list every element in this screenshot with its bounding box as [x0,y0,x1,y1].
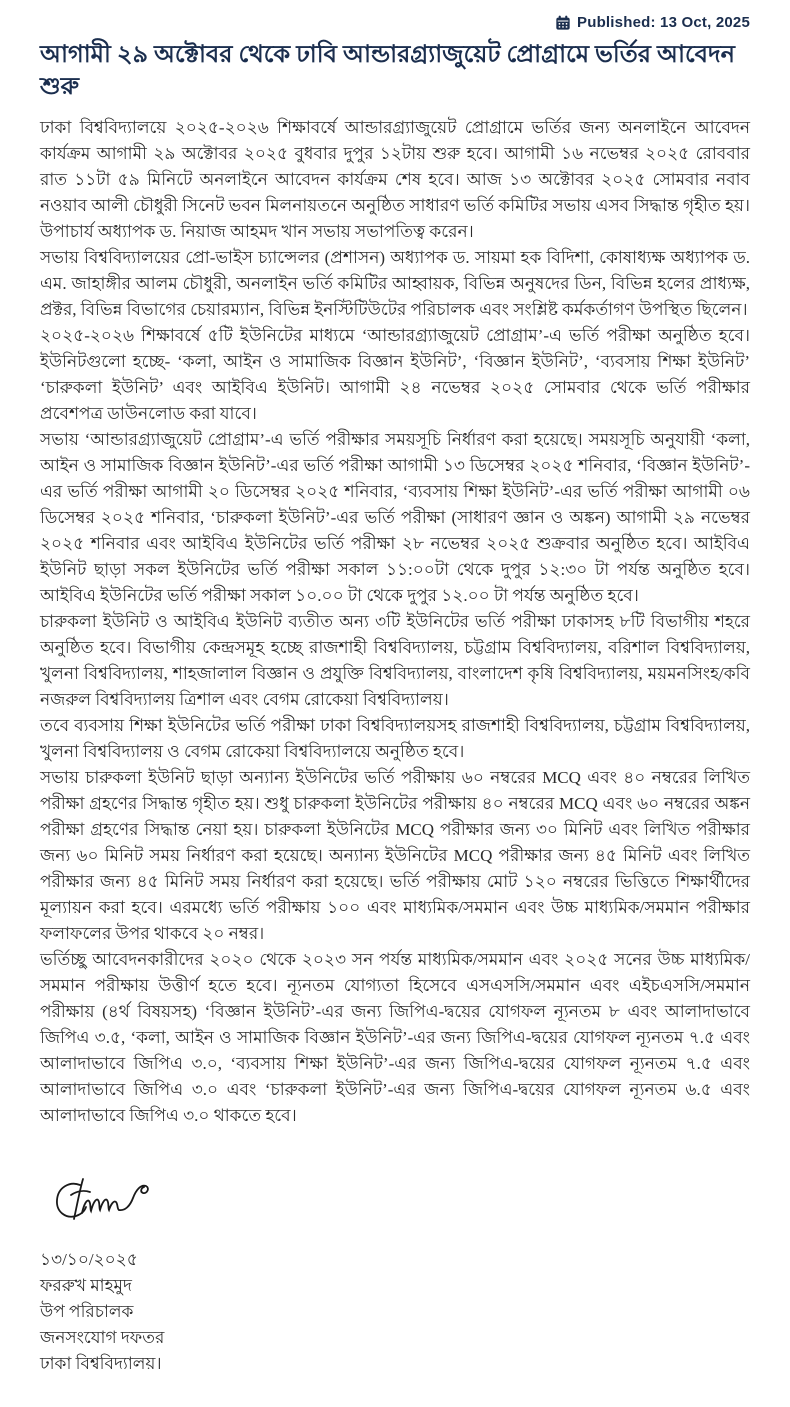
published-row [40,10,750,31]
footer-date: ১৩/১০/২০২৫ [40,1250,138,1269]
article-paragraph: সভায় বিশ্ববিদ্যালয়ের প্রো-ভাইস চ্যান্সেলর (প্রশাসন) অধ্যাপক ড. সায়মা হক বিদিশা, কোষাধ্যক্ষ অধ্যাপক ড. এম. জাহাঙ্গীর আলম চৌধুরী, অনলাইন ভর্তি কমিটির আহ্বায়ক, বিভিন্ন অনুষদের ডিন, বিভিন্ন হলের প্রাধ্যক্ষ, প্রক্টর, বিভিন্ন বিভাগের চেয়ারম্যান, বিভিন্ন ইনস্টিটিউটের পরিচালক এবং সংশ্লিষ্ট কর্মকর্তাগণ উপস্থিত ছিলেন। [40,248,750,319]
article-paragraph: ভর্তিচ্ছু আবেদনকারীদের ২০২০ থেকে ২০২৩ সন পর্যন্ত মাধ্যমিক/সমমান এবং ২০২৫ সনের উচ্চ মাধ্যমিক/সমমান পরীক্ষায় উত্তীর্ণ হতে হবে। ন্যূনতম যোগ্যতা হিসেবে এসএসসি/সমমান এবং এইচএসসি/সমমান পরীক্ষায় (৪র্থ বিষয়সহ) ‘বিজ্ঞান ইউনিট’-এর জন্য জিপিএ-দ্বয়ের যোগফল ন্যূনতম ৮ এবং আলাদাভাবে জিপিএ ৩.৫, ‘কলা, আইন ও সামাজিক বিজ্ঞান ইউনিট’-এর জন্য জিপিএ-দ্বয়ের যোগফল ন্যূনতম ৭.৫ এবং আলাদাভাবে জিপিএ ৩.০, ‘ব্যবসায় শিক্ষা ইউনিট’-এর জন্য জিপিএ-দ্বয়ের যোগফল ন্যূনতম ৭.৫ এবং আলাদাভাবে জিপিএ ৩.০ এবং ‘চারুকলা ইউনিট’-এর জন্য জিপিএ-দ্বয়ের যোগফল ন্যূনতম ৬.৫ এবং আলাদাভাবে জিপিএ ৩.০ থাকতে হবে। [40,950,750,1125]
calendar-icon [555,15,571,31]
article-paragraph: তবে ব্যবসায় শিক্ষা ইউনিটের ভর্তি পরীক্ষা ঢাকা বিশ্ববিদ্যালয়সহ রাজশাহী বিশ্ববিদ্যালয়, চট্টগ্রাম বিশ্ববিদ্যালয়, খুলনা বিশ্ববিদ্যালয় ও বেগম রোকেয়া বিশ্ববিদ্যালয়ে অনুষ্ঠিত হবে। [40,716,750,761]
signer-name: ফররুখ মাহমুদ [40,1276,132,1295]
signature-image [46,1167,750,1231]
signer-organization: ঢাকা বিশ্ববিদ্যালয়। [40,1354,162,1373]
signer-designation: উপ পরিচালক [40,1302,134,1321]
article-body [40,115,750,1129]
published-date: Published: 13 Oct, 2025 [577,14,750,31]
article-paragraph: ২০২৫-২০২৬ শিক্ষাবর্ষে ৫টি ইউনিটের মাধ্যমে ‘আন্ডারগ্র্যাজুয়েট প্রোগ্রাম’-এ ভর্তি পরীক্ষা অনুষ্ঠিত হবে। ইউনিটগুলো হচ্ছে- ‘কলা, আইন ও সামাজিক বিজ্ঞান ইউনিট’, ‘বিজ্ঞান ইউনিট’, ‘ব্যবসায় শিক্ষা ইউনিট’ ‘চারুকলা ইউনিট’ এবং আইবিএ ইউনিট। আগামী ২৪ নভেম্বর ২০২৫ সোমবার থেকে ভর্তি পরীক্ষার প্রবেশপত্র ডাউনলোড করা যাবে। [40,326,750,423]
page-title: আগামী ২৯ অক্টোবর থেকে ঢাবি আন্ডারগ্র্যাজুয়েট প্রোগ্রামে ভর্তির আবেদন শুরু [40,42,735,100]
article-paragraph: ঢাকা বিশ্ববিদ্যালয়ে ২০২৫-২০২৬ শিক্ষাবর্ষে আন্ডারগ্র্যাজুয়েট প্রোগ্রামে ভর্তির জন্য অনলাইনে আবেদন কার্যক্রম আগামী ২৯ অক্টোবর ২০২৫ বুধবার দুপুর ১২টায় শুরু হবে। আগামী ১৬ নভেম্বর ২০২৫ রোববার রাত ১১টা ৫৯ মিনিটে অনলাইনে আবেদন কার্যক্রম শেষ হবে। আজ ১৩ অক্টোবর ২০২৫ সোমবার নবাব নওয়াব আলী চৌধুরী সিনেট ভবন মিলনায়তনে অনুষ্ঠিত সাধারণ ভর্তি কমিটির সভায় এসব সিদ্ধান্ত গৃহীত হয়। উপাচার্য অধ্যাপক ড. নিয়াজ আহমদ খান সভায় সভাপতিত্ব করেন। [40,118,750,241]
article-paragraph: সভায় চারুকলা ইউনিট ছাড়া অন্যান্য ইউনিটের ভর্তি পরীক্ষায় ৬০ নম্বরের MCQ এবং ৪০ নম্বরের লিখিত পরীক্ষা গ্রহণের সিদ্ধান্ত গৃহীত হয়। শুধু চারুকলা ইউনিটের পরীক্ষায় ৪০ নম্বরের MCQ এবং ৬০ নম্বরের অঙ্কন পরীক্ষা গ্রহণের সিদ্ধান্ত নেয়া হয়। চারুকলা ইউনিটের MCQ পরীক্ষার জন্য ৩০ মিনিট এবং লিখিত পরীক্ষার জন্য ৬০ মিনিট সময় নির্ধারণ করা হয়েছে। অন্যান্য ইউনিটের MCQ পরীক্ষার জন্য ৪৫ মিনিট এবং লিখিত পরীক্ষার জন্য ৪৫ মিনিট সময় নির্ধারণ করা হয়েছে। ভর্তি পরীক্ষায় মোট ১২০ নম্বরের ভিত্তিতে শিক্ষার্থীদের মূল্যায়ন করা হবে। এরমধ্যে ভর্তি পরীক্ষায় ১০০ এবং মাধ্যমিক/সমমান এবং উচ্চ মাধ্যমিক/সমমান পরীক্ষার ফলাফলের উপর থাকবে ২০ নম্বর। [40,768,751,943]
article-paragraph: চারুকলা ইউনিট ও আইবিএ ইউনিট ব্যতীত অন্য ৩টি ইউনিটের ভর্তি পরীক্ষা ঢাকাসহ ৮টি বিভাগীয় শহরে অনুষ্ঠিত হবে। বিভাগীয় কেন্দ্রসমূহ হচ্ছে রাজশাহী বিশ্ববিদ্যালয়, চট্টগ্রাম বিশ্ববিদ্যালয়, বরিশাল বিশ্ববিদ্যালয়, খুলনা বিশ্ববিদ্যালয়, শাহজালাল বিজ্ঞান ও প্রযুক্তি বিশ্ববিদ্যালয়, বাংলাদেশ কৃষি বিশ্ববিদ্যালয়, ময়মনসিংহ/কবি নজরুল বিশ্ববিদ্যালয় ত্রিশাল এবং বেগম রোকেয়া বিশ্ববিদ্যালয়। [40,612,750,709]
article-paragraph: সভায় ‘আন্ডারগ্র্যাজুয়েট প্রোগ্রাম’-এ ভর্তি পরীক্ষার সময়সূচি নির্ধারণ করা হয়েছে। সময়সূচি অনুযায়ী ‘কলা, আইন ও সামাজিক বিজ্ঞান ইউনিট’-এর ভর্তি পরীক্ষা আগামী ১৩ ডিসেম্বর ২০২৫ শনিবার, ‘বিজ্ঞান ইউনিট’-এর ভর্তি পরীক্ষা আগামী ২০ ডিসেম্বর ২০২৫ শনিবার, ‘ব্যবসায় শিক্ষা ইউনিট’-এর ভর্তি পরীক্ষা আগামী ০৬ ডিসেম্বর ২০২৫ শনিবার, ‘চারুকলা ইউনিট’-এর ভর্তি পরীক্ষা (সাধারণ জ্ঞান ও অঙ্কন) আগামী ২৯ নভেম্বর ২০২৫ শনিবার এবং আইবিএ ইউনিটের ভর্তি পরীক্ষা ২৮ নভেম্বর ২০২৫ শুক্রবার অনুষ্ঠিত হবে। আইবিএ ইউনিট ছাড়া সকল ইউনিটের ভর্তি পরীক্ষা সকাল ১১:০০টা থেকে দুপুর ১২:৩০ টা পর্যন্ত অনুষ্ঠিত হবে। আইবিএ ইউনিটের ভর্তি পরীক্ষা সকাল ১০.০০ টা থেকে দুপুর ১২.০০ টা পর্যন্ত অনুষ্ঠিত হবে। [40,430,750,605]
signer-office: জনসংযোগ দফতর [40,1328,165,1347]
